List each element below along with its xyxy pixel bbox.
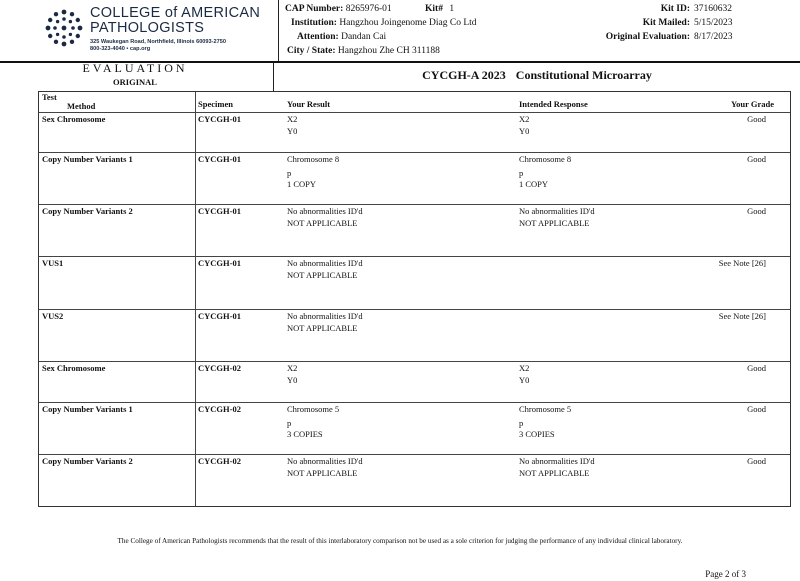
your-result (287, 206, 363, 229)
your-result-line: Chromosome 5 (287, 404, 340, 414)
intended-response-line: p (519, 167, 524, 178)
your-grade: See Note [26] (718, 311, 766, 321)
your-result-line: NOT APPLICABLE (287, 322, 358, 333)
results-table (38, 91, 791, 507)
your-result-line: No abnormalities ID'd (287, 206, 363, 216)
your-grade: Good (747, 404, 766, 414)
specimen-id: CYCGH-01 (198, 311, 241, 321)
institution-value: Hangzhou Joingenome Diag Co Ltd (339, 18, 477, 28)
city-state-value: Hangzhou Zhe CH 311188 (337, 46, 440, 56)
cap-dots-icon (44, 8, 84, 48)
intended-response-line: 1 COPY (519, 179, 549, 189)
institution-field: Institution: Hangzhou Joingenome Diag Co Ltd (291, 18, 477, 28)
your-result-line: 1 COPY (287, 179, 317, 189)
header-method: Method (67, 101, 96, 111)
your-result-line: X2 (287, 114, 298, 124)
org-name-line1: COLLEGE of AMERICAN (90, 5, 261, 21)
attention-field: Attention: Dandan Cai (297, 32, 387, 42)
intended-response-line: Y0 (519, 125, 530, 136)
specimen-id: CYCGH-01 (198, 206, 241, 216)
header-your-grade: Your Grade (730, 99, 774, 109)
header-divider (278, 0, 279, 61)
intended-response-line: No abnormalities ID'd (519, 456, 595, 466)
your-grade: Good (747, 206, 766, 216)
intended-response-line: 3 COPIES (519, 429, 555, 439)
your-result (287, 258, 363, 281)
header-test: Test (42, 92, 57, 102)
test-method: Copy Number Variants 1 (42, 404, 133, 414)
intended-response-line: Chromosome 5 (519, 404, 572, 414)
test-method: Sex Chromosome (42, 114, 106, 124)
specimen-id: CYCGH-01 (198, 114, 241, 124)
your-result (287, 311, 363, 334)
test-method: Copy Number Variants 2 (42, 456, 133, 466)
original-evaluation-label: Original Evaluation: (605, 32, 690, 42)
your-result-line: Y0 (287, 374, 298, 385)
your-result (287, 404, 339, 441)
your-result-line: X2 (287, 363, 298, 373)
your-grade: Good (747, 456, 766, 466)
intended-response (519, 114, 529, 137)
org-address: 325 Waukegan Road, Northfield, Illinois 60093-2750 (90, 39, 226, 45)
evaluation-title: EVALUATION (82, 61, 188, 75)
specimen-id: CYCGH-01 (198, 154, 241, 164)
your-result-line: Y0 (287, 125, 298, 136)
your-result-line: p (287, 167, 292, 178)
org-contact: 800-323-4040 • cap.org (90, 46, 151, 52)
intended-response-line: Chromosome 8 (519, 154, 572, 164)
test-method: Copy Number Variants 2 (42, 206, 133, 216)
intended-response-line: X2 (519, 363, 530, 373)
table-header (39, 92, 790, 113)
your-grade: See Note [26] (718, 258, 766, 268)
attention-value: Dandan Cai (341, 32, 387, 42)
kit-id-label: Kit ID: (660, 4, 690, 14)
table-row (39, 309, 790, 362)
kit-mailed-label: Kit Mailed: (642, 18, 690, 28)
kit-number-value: 1 (449, 4, 455, 14)
intended-response-line: NOT APPLICABLE (519, 467, 590, 478)
specimen-id: CYCGH-01 (198, 258, 241, 268)
your-result (287, 456, 363, 479)
your-result (287, 114, 297, 137)
table-row (39, 454, 790, 506)
header-your-result: Your Result (287, 99, 331, 109)
specimen-id: CYCGH-02 (198, 363, 241, 373)
intended-response-line: NOT APPLICABLE (519, 217, 590, 228)
org-name-line2: PATHOLOGISTS (90, 20, 205, 36)
intended-response-line: No abnormalities ID'd (519, 206, 595, 216)
original-evaluation-value: 8/17/2023 (694, 32, 733, 42)
your-grade: Good (747, 363, 766, 373)
your-result (287, 154, 339, 191)
program-code: CYCGH-A 2023 (422, 68, 506, 82)
your-result-line: No abnormalities ID'd (287, 311, 363, 321)
intended-response-line: Y0 (519, 374, 530, 385)
intended-response (519, 456, 595, 479)
kit-mailed-value: 5/15/2023 (694, 18, 733, 28)
table-row (39, 361, 790, 403)
intended-response (519, 206, 595, 229)
table-row (39, 152, 790, 205)
your-result-line: NOT APPLICABLE (287, 217, 358, 228)
test-method: VUS2 (42, 311, 64, 321)
test-method: VUS1 (42, 258, 64, 268)
table-row (39, 256, 790, 310)
page-number: Page 2 of 3 (705, 569, 746, 579)
your-result-line: 3 COPIES (287, 429, 323, 439)
your-result-line: No abnormalities ID'd (287, 456, 363, 466)
test-method: Sex Chromosome (42, 363, 106, 373)
specimen-id: CYCGH-02 (198, 456, 241, 466)
your-result-line: No abnormalities ID'd (287, 258, 363, 268)
test-method: Copy Number Variants 1 (42, 154, 133, 164)
evaluation-subtitle: ORIGINAL (113, 77, 157, 87)
table-row (39, 112, 790, 153)
cap-number-field: CAP Number: 8265976-01 (285, 4, 392, 14)
your-result (287, 363, 297, 386)
city-state-field: City / State: Hangzhou Zhe CH 311188 (287, 46, 440, 56)
your-result-line: Chromosome 8 (287, 154, 340, 164)
intended-response-line: p (519, 417, 524, 428)
cap-logo (44, 4, 274, 56)
your-result-line: NOT APPLICABLE (287, 269, 358, 280)
your-grade: Good (747, 114, 766, 124)
your-result-line: NOT APPLICABLE (287, 467, 358, 478)
kit-id-value: 37160632 (694, 4, 732, 14)
header-specimen: Specimen (198, 99, 233, 109)
kit-number-field: Kit# 1 (425, 4, 455, 14)
your-result-line: p (287, 417, 292, 428)
specimen-id: CYCGH-02 (198, 404, 241, 414)
your-grade: Good (747, 154, 766, 164)
table-row (39, 204, 790, 257)
header-intended-response: Intended Response (519, 99, 588, 109)
disclaimer: The College of American Pathologists recommends that the result of this interlaboratory comparison not be used as a sole criterion for judging the performance of any individual clinical laboratory. (117, 537, 683, 545)
program-name: Constitutional Microarray (515, 68, 652, 82)
intended-response (519, 363, 529, 386)
intended-response (519, 404, 571, 441)
program-title (274, 68, 800, 82)
intended-response-line: X2 (519, 114, 530, 124)
table-row (39, 402, 790, 455)
cap-number-value: 8265976-01 (345, 4, 392, 14)
intended-response (519, 154, 571, 191)
